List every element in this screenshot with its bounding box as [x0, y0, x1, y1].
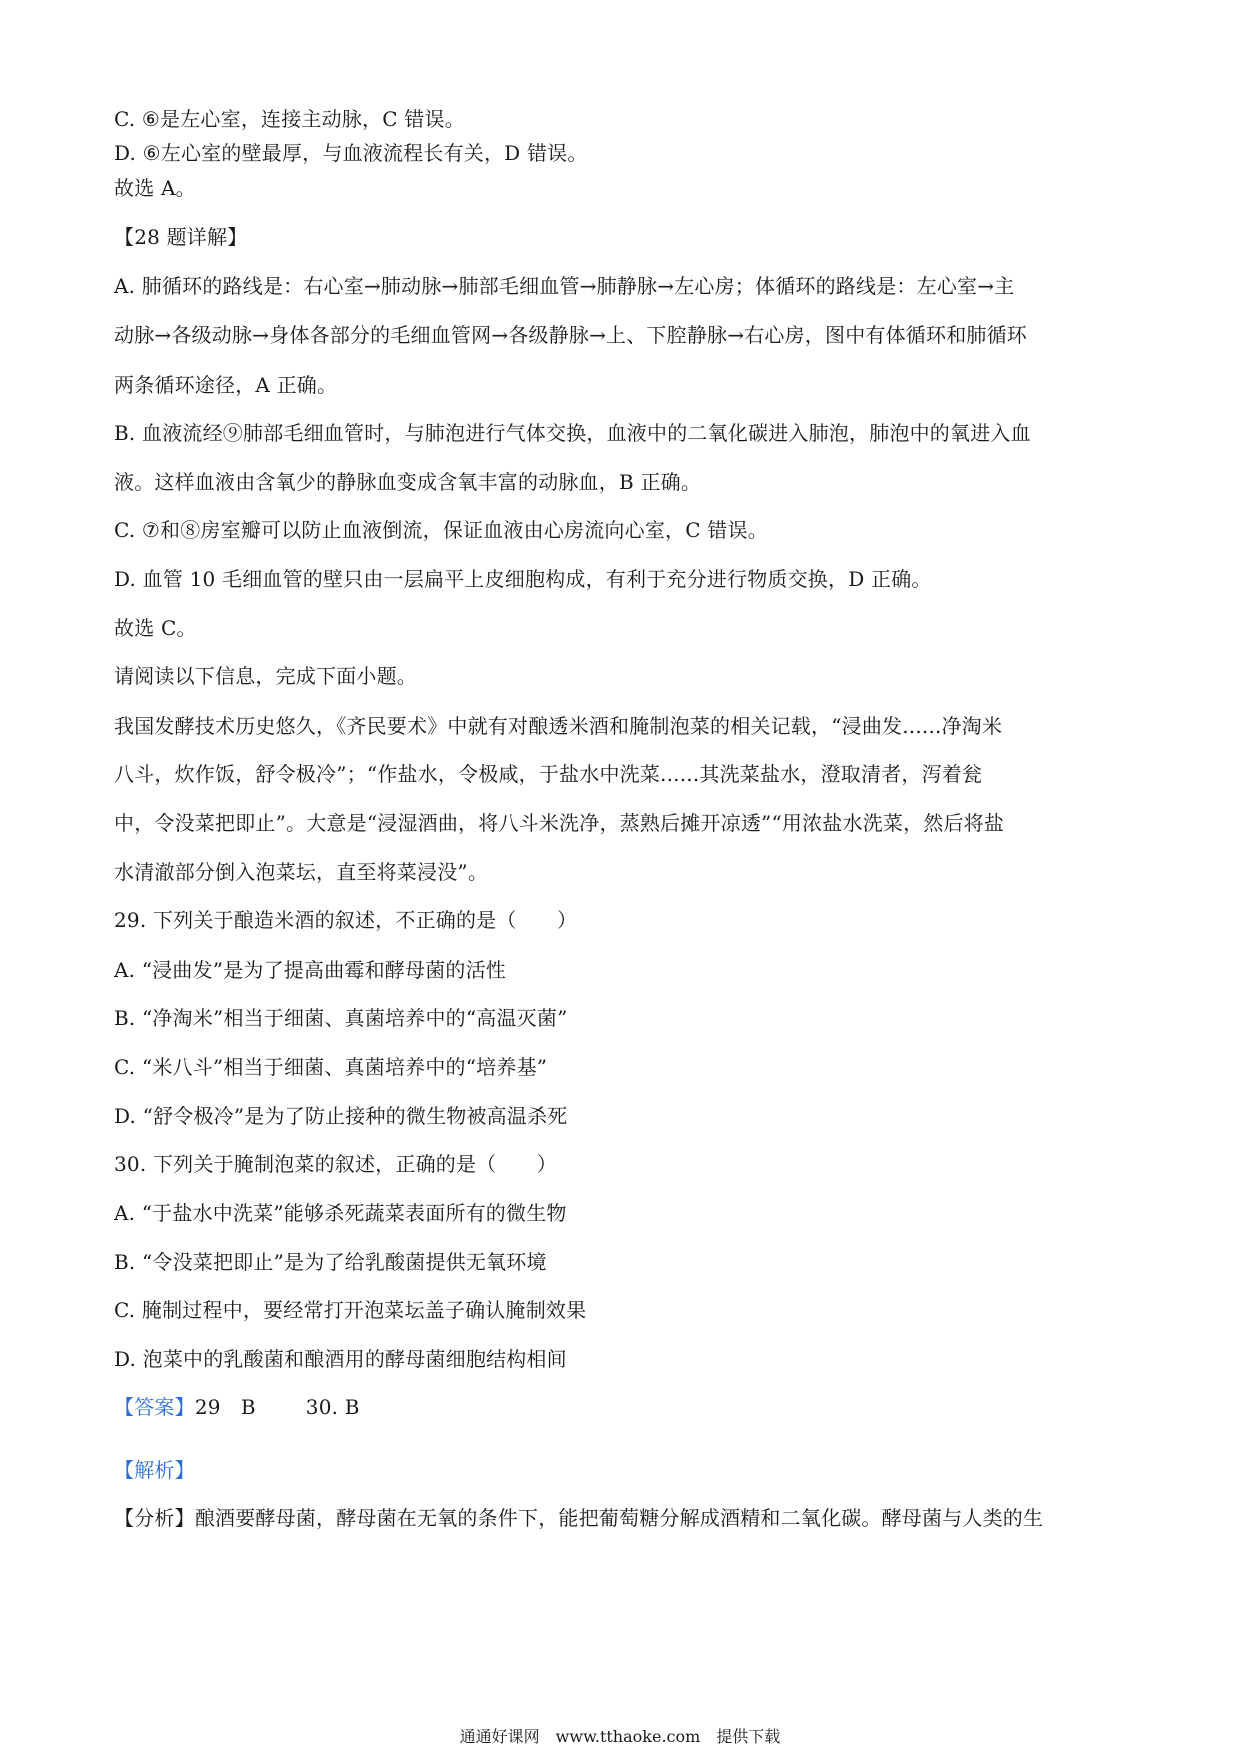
- text-line: B. 血液流经⑨肺部毛细血管时，与肺泡进行气体交换，血液中的二氧化碳进入肺泡，肺泡中的氧进入血: [114, 421, 1031, 445]
- text-line: 动脉→各级动脉→身体各部分的毛细血管网→各级静脉→上、下腔静脉→右心房，图中有体循环和肺循环: [114, 323, 1027, 347]
- passage-line: 我国发酵技术历史悠久，《齐民要术》中就有对酿透米酒和腌制泡菜的相关记载，“浸曲发......净淘米: [114, 714, 1003, 738]
- analysis-sub-label: 【分析】: [114, 1506, 195, 1530]
- text-line: 故选 C。: [114, 616, 197, 640]
- passage-line: 中，令没菜把即止”。大意是“浸湿酒曲，将八斗米洗净，蒸熟后摊开凉透”“用浓盐水洗菜，然后将盐: [114, 811, 1005, 835]
- text-line: C. ⑦和⑧房室瓣可以防止血液倒流，保证血液由心房流向心室，C 错误。: [114, 518, 768, 542]
- option-line: A. “浸曲发”是为了提高曲霉和酵母菌的活性: [114, 958, 507, 982]
- answer-label: 【答案】: [114, 1395, 195, 1419]
- page-footer: 通通好课网 www.tthaoke.com 提供下载: [459, 1727, 781, 1746]
- text-line: 液。这样血液由含氧少的静脉血变成含氧丰富的动脉血，B 正确。: [114, 470, 702, 494]
- section-heading: 【28 题详解】: [114, 225, 248, 249]
- analysis-line: [114, 1504, 1124, 1532]
- answer-line: [114, 1393, 1124, 1421]
- answer-29: 29 B: [194, 1395, 256, 1419]
- option-line: C. 腌制过程中，要经常打开泡菜坛盖子确认腌制效果: [114, 1298, 587, 1322]
- analysis-text: 酿酒要酵母菌，酵母菌在无氧的条件下，能把葡萄糖分解成酒精和二氧化碳。酵母菌与人类的生: [194, 1506, 1044, 1530]
- question-30: 30. 下列关于腌制泡菜的叙述，正确的是（ ）: [114, 1152, 557, 1176]
- text-line: D. 血管 10 毛细血管的壁只由一层扁平上皮细胞构成，有利于充分进行物质交换，D 正确。: [114, 567, 932, 591]
- text-line: 故选 A。: [114, 176, 196, 200]
- text-line: 两条循环途径，A 正确。: [114, 373, 338, 397]
- option-line: D. “舒令极冷”是为了防止接种的微生物被高温杀死: [114, 1104, 568, 1128]
- question-29: 29. 下列关于酿造米酒的叙述，不正确的是（ ）: [114, 908, 578, 932]
- option-line: C. “米八斗”相当于细菌、真菌培养中的“培养基”: [114, 1055, 548, 1079]
- text-line: 请阅读以下信息，完成下面小题。: [114, 664, 417, 688]
- answer-30: 30. B: [305, 1395, 360, 1419]
- passage-line: 水清澈部分倒入泡菜坛，直至将菜浸没”。: [114, 860, 489, 884]
- text-line: D. ⑥左心室的壁最厚，与血液流程长有关，D 错误。: [114, 141, 588, 165]
- passage-line: 八斗，炊作饭，舒令极冷”；“作盐水，令极咸，于盐水中洗菜......其洗菜盐水，澄取清者，泻着瓮: [114, 762, 983, 786]
- option-line: B. “净淘米”相当于细菌、真菌培养中的“高温灭菌”: [114, 1006, 568, 1030]
- option-line: A. “于盐水中洗菜”能够杀死蔬菜表面所有的微生物: [114, 1201, 567, 1225]
- text-line: A. 肺循环的路线是：右心室→肺动脉→肺部毛细血管→肺静脉→左心房；体循环的路线是：左心室→主: [114, 274, 1015, 298]
- option-line: D. 泡菜中的乳酸菌和酿酒用的酵母菌细胞结构相间: [114, 1347, 567, 1371]
- text-line: C. ⑥是左心室，连接主动脉，C 错误。: [114, 107, 465, 131]
- analysis-label: 【解析】: [114, 1458, 195, 1482]
- option-line: B. “令没菜把即止”是为了给乳酸菌提供无氧环境: [114, 1250, 547, 1274]
